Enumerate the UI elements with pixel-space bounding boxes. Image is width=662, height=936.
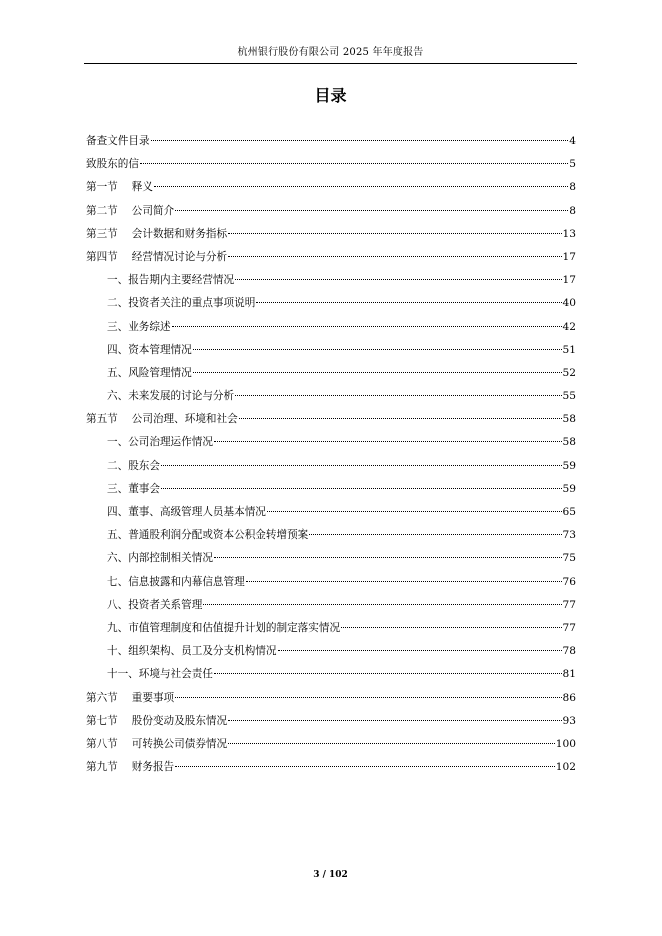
dot-leader (161, 487, 562, 489)
dot-leader (239, 417, 562, 419)
toc-entry-number: 三、 (107, 482, 129, 495)
dot-leader (309, 533, 561, 535)
toc-entry[interactable] (86, 549, 576, 572)
dot-leader (154, 185, 568, 187)
toc-entry-number: 第六节 (86, 691, 118, 704)
toc-entry-number: 五、 (107, 529, 129, 542)
dot-leader (214, 556, 562, 558)
toc-entry-label: 备查文件目录 (86, 135, 150, 147)
toc-entry-label: 财务报告 (131, 761, 175, 774)
toc-entry-number: 四、 (107, 506, 129, 518)
toc-entry-number: 第三节 (86, 227, 118, 240)
toc-entry-number: 五、 (107, 366, 129, 379)
toc-entry-label: 股份变动及股东情况 (131, 714, 228, 727)
toc-entry[interactable] (86, 573, 576, 596)
toc-entry-number: 一、 (107, 436, 129, 449)
toc-entry-page: 58 (562, 413, 576, 426)
toc-entry-page: 59 (562, 482, 576, 495)
toc-entry-label: 释义 (131, 181, 153, 194)
toc-entry-page: 73 (562, 529, 576, 542)
toc-entry[interactable] (86, 132, 576, 155)
toc-entry-page: 59 (562, 459, 576, 472)
dot-leader (214, 672, 562, 674)
toc-entry[interactable] (86, 480, 576, 503)
toc-entry-number: 第四节 (86, 250, 118, 263)
toc-entry-page: 58 (562, 436, 576, 449)
toc-title: 目录 (314, 86, 347, 105)
toc-entry-label: 资本管理情况 (128, 343, 192, 356)
dot-leader (172, 325, 562, 327)
toc-entry[interactable] (86, 318, 576, 341)
toc-entry[interactable] (86, 155, 576, 178)
dot-leader (278, 649, 562, 651)
toc-entry-label: 报告期内主要经营情况 (128, 274, 235, 287)
dot-leader (235, 278, 561, 280)
toc-entry-page: 8 (569, 204, 576, 217)
toc-entry[interactable] (86, 387, 576, 410)
dot-leader (193, 348, 562, 350)
toc-entry[interactable] (86, 294, 576, 317)
toc-entry-page: 17 (562, 274, 576, 287)
toc-entry-page: 13 (562, 227, 576, 240)
toc-entry[interactable] (86, 619, 576, 642)
toc-entry[interactable] (86, 457, 576, 480)
dot-leader (256, 301, 561, 303)
toc-entry-number: 七、 (107, 575, 129, 588)
toc-entry-number: 一、 (107, 274, 129, 287)
toc-entry-number: 六、 (107, 552, 129, 565)
dot-leader (235, 394, 561, 396)
running-header: 杭州银行股份有限公司 2025 年年度报告 (237, 47, 424, 58)
toc-entry-page: 100 (555, 737, 576, 750)
toc-entry-label: 会计数据和财务指标 (131, 227, 228, 240)
page-number: 3 / 102 (313, 870, 348, 880)
toc-entry-number: 十、 (107, 645, 129, 658)
toc-entry-label: 可转换公司债券情况 (131, 737, 228, 750)
toc-entry[interactable] (86, 225, 576, 248)
toc-entry[interactable] (86, 202, 576, 225)
toc-entry[interactable] (86, 526, 576, 549)
toc-entry-label: 普通股利润分配或资本公积金转增预案 (128, 529, 309, 542)
toc-entry[interactable] (86, 433, 576, 456)
toc-entry-page: 102 (555, 761, 576, 774)
toc-entry-label: 未来发展的讨论与分析 (128, 390, 235, 403)
toc-entry[interactable] (86, 341, 576, 364)
toc-entry-number: 第八节 (86, 737, 118, 750)
toc-entry-number: 第一节 (86, 181, 118, 194)
toc-entry-label: 风险管理情况 (128, 366, 192, 379)
toc-entry-number: 二、 (107, 297, 129, 310)
dot-leader (341, 626, 561, 628)
toc-entry-number: 十一、 (107, 668, 139, 681)
toc-entry-number: 九、 (107, 621, 129, 634)
dot-leader (228, 255, 561, 257)
toc-entry-page: 8 (569, 181, 576, 194)
toc-entry-number: 六、 (107, 390, 129, 403)
dot-leader (228, 232, 561, 234)
header-divider (84, 63, 577, 64)
toc-entry[interactable] (86, 248, 576, 271)
toc-entry-number: 第五节 (86, 413, 118, 426)
dot-leader (175, 765, 555, 767)
toc-entry[interactable] (86, 642, 576, 665)
dot-leader (151, 139, 569, 141)
toc-entry-page: 75 (562, 552, 576, 565)
toc-entry-label: 业务综述 (128, 320, 171, 333)
dot-leader (246, 580, 562, 582)
toc-entry-page: 93 (562, 714, 576, 727)
toc-entry-label: 公司治理运作情况 (128, 436, 213, 449)
toc-entry-label: 投资者关注的重点事项说明 (128, 297, 256, 310)
toc-entry[interactable] (86, 410, 576, 433)
toc-entry[interactable] (86, 364, 576, 387)
toc-entry-number: 第九节 (86, 761, 118, 774)
toc-entry-label: 内部控制相关情况 (128, 552, 213, 565)
toc-entry-number: 二、 (107, 459, 129, 472)
toc-entry-page: 52 (562, 366, 576, 379)
toc-entry-number: 第七节 (86, 714, 118, 727)
toc-entry[interactable] (86, 596, 576, 619)
toc-entry[interactable] (86, 712, 576, 735)
toc-entry-number: 三、 (107, 320, 129, 333)
toc-entry-page: 86 (562, 691, 576, 704)
toc-entry-page: 76 (562, 575, 576, 588)
toc-entry-page: 65 (562, 506, 576, 518)
toc-entry-label: 董事会 (128, 482, 160, 495)
dot-leader (161, 464, 562, 466)
table-of-contents (86, 132, 576, 781)
toc-entry-number: 八、 (107, 598, 129, 611)
toc-entry-label: 信息披露和内幕信息管理 (128, 575, 245, 588)
dot-leader (214, 440, 562, 442)
toc-entry-page: 17 (562, 250, 576, 263)
toc-entry[interactable] (86, 665, 576, 688)
toc-entry-label: 公司治理、环境和社会 (131, 413, 238, 426)
toc-entry[interactable] (86, 735, 576, 758)
toc-entry[interactable] (86, 758, 576, 781)
dot-leader (193, 371, 562, 373)
toc-entry[interactable] (86, 689, 576, 712)
toc-entry-label: 组织架构、员工及分支机构情况 (128, 645, 277, 658)
toc-entry-page: 40 (562, 297, 576, 310)
toc-entry-label: 公司简介 (131, 204, 175, 217)
toc-entry-number: 第二节 (86, 204, 118, 217)
toc-entry[interactable] (86, 178, 576, 201)
toc-entry-page: 51 (562, 343, 576, 356)
toc-entry-label: 市值管理制度和估值提升计划的制定落实情况 (128, 621, 341, 634)
toc-entry-page: 77 (562, 621, 576, 634)
toc-entry-label: 经营情况讨论与分析 (131, 250, 228, 263)
dot-leader (140, 162, 568, 164)
toc-entry-label: 环境与社会责任 (138, 668, 213, 681)
toc-entry[interactable] (86, 503, 576, 526)
toc-entry-label: 致股东的信 (86, 158, 139, 171)
dot-leader (175, 696, 561, 698)
toc-entry-label: 董事、高级管理人员基本情况 (128, 506, 266, 518)
toc-entry-label: 重要事项 (131, 691, 175, 704)
toc-entry-page: 42 (562, 320, 576, 333)
toc-entry[interactable] (86, 271, 576, 294)
toc-entry-number: 四、 (107, 343, 129, 356)
toc-entry-page: 77 (562, 598, 576, 611)
toc-entry-page: 5 (569, 158, 576, 171)
toc-entry-label: 投资者关系管理 (128, 598, 203, 611)
toc-entry-page: 78 (562, 645, 576, 658)
toc-entry-page: 4 (569, 135, 576, 147)
toc-entry-page: 55 (562, 390, 576, 403)
dot-leader (203, 603, 561, 605)
dot-leader (228, 719, 561, 721)
dot-leader (175, 209, 568, 211)
dot-leader (228, 742, 555, 744)
toc-entry-page: 81 (562, 668, 576, 681)
dot-leader (267, 510, 562, 512)
toc-entry-label: 股东会 (128, 459, 160, 472)
